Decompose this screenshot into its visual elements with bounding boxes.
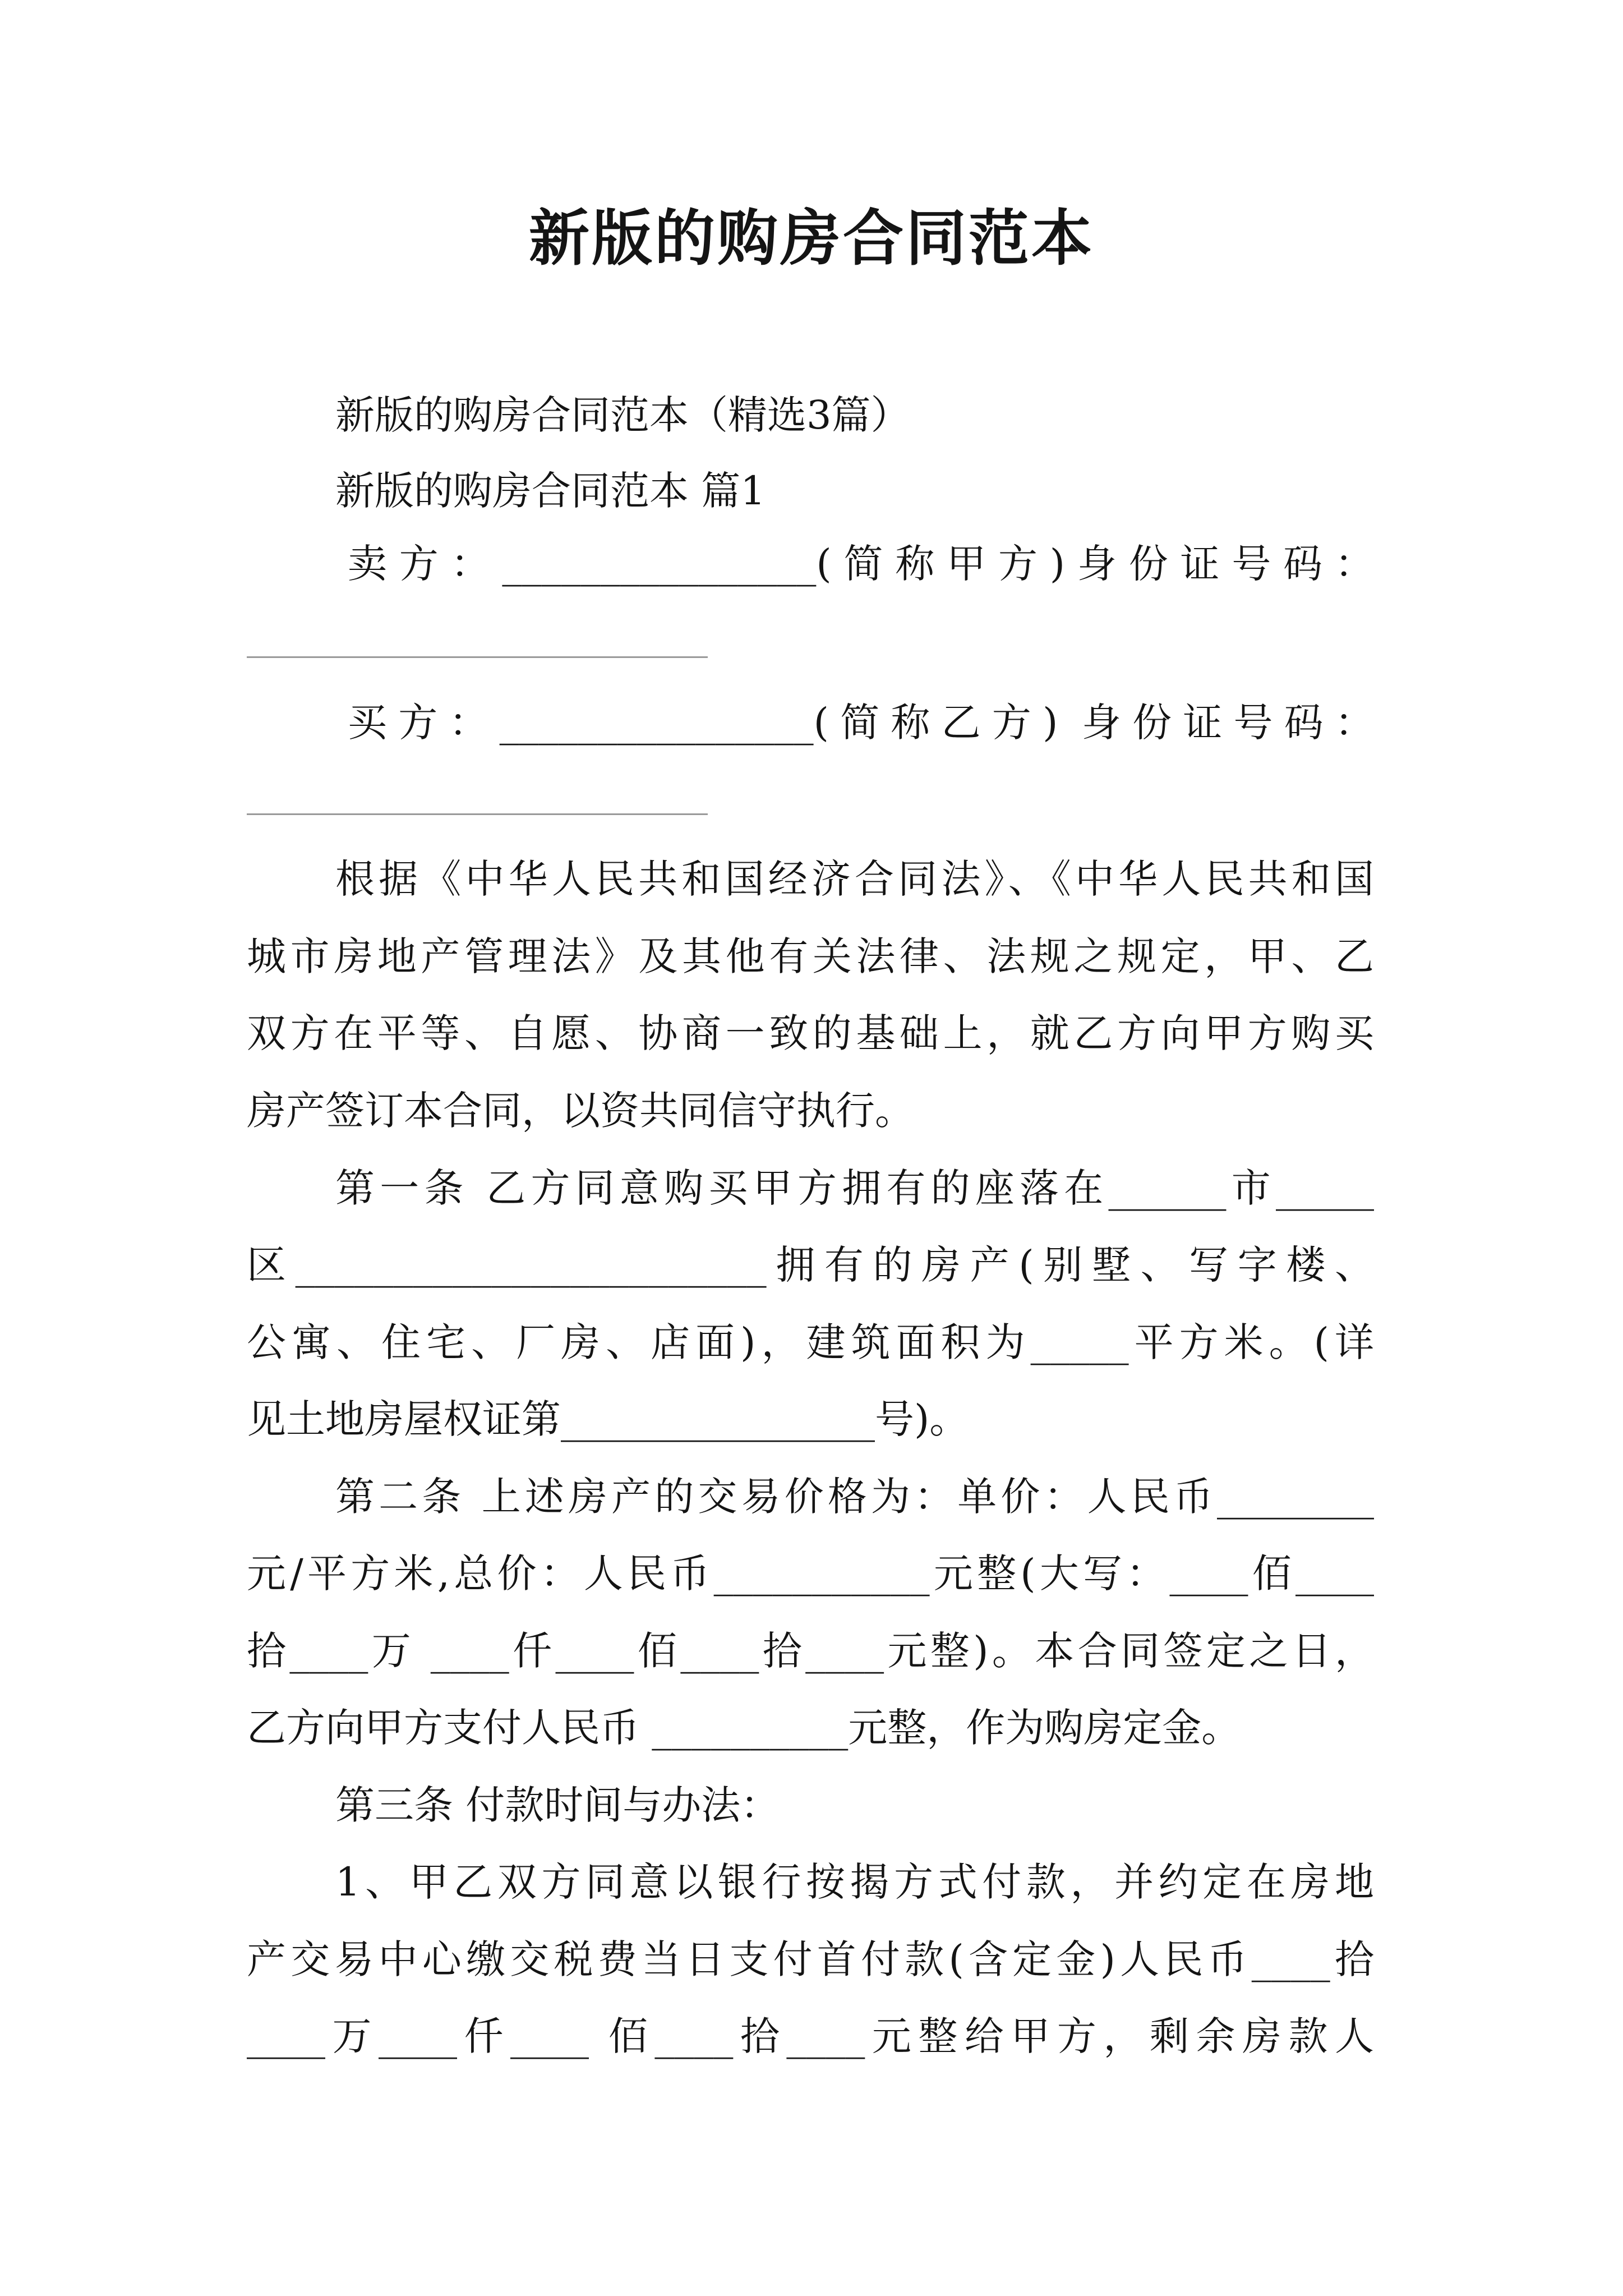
preamble-line-4: 房产签订本合同，以资共同信守执行。	[247, 1088, 914, 1134]
article-2-line-4: 乙方向甲方支付人民币 __________元整，作为购房定金。	[247, 1705, 1241, 1751]
article-1-line-1: 第一条 乙方同意购买甲方拥有的座落在______市_____	[335, 1165, 1374, 1211]
article-1-line-3: 公寓、住宅、厂房、店面)，建筑面积为_____平方米。(详	[247, 1319, 1374, 1365]
preamble-line-1: 根据《中华人民共和国经济合同法》、《中华人民共和国	[335, 856, 1374, 902]
buyer-line: 买方：________________(简称乙方) 身份证号码：	[348, 700, 1374, 746]
article-1-line-2: 区________________________拥有的房产(别墅、写字楼、	[247, 1242, 1374, 1288]
seller-id-blank-rule	[247, 656, 708, 658]
doc-section-heading: 新版的购房合同范本 篇1	[335, 468, 766, 514]
article-3-line-1: 1、甲乙双方同意以银行按揭方式付款，并约定在房地	[335, 1859, 1374, 1905]
doc-subtitle: 新版的购房合同范本（精选3篇）	[335, 392, 910, 438]
preamble-line-2: 城市房地产管理法》及其他有关法律、法规之规定，甲、乙	[247, 933, 1374, 979]
article-3-line-2: 产交易中心缴交税费当日支付首付款(含定金)人民币____拾	[247, 1936, 1374, 1982]
seller-line: 卖方：________________(简称甲方)身份证号码：	[348, 541, 1374, 587]
article-2-line-2: 元/平方米,总价：人民币___________元整(大写：____佰____	[247, 1550, 1374, 1596]
buyer-id-blank-rule	[247, 813, 708, 815]
article-2-line-1: 第二条 上述房产的交易价格为：单价：人民币________	[335, 1474, 1374, 1520]
article-3-heading: 第三条 付款时间与办法：	[335, 1782, 780, 1828]
article-2-line-3: 拾____万 ____仟____佰____拾____元整)。本合同签定之日，	[247, 1628, 1374, 1674]
article-3-line-3: ____万____仟____ 佰____拾____元整给甲方，剩余房款人	[247, 2013, 1374, 2059]
article-1-line-4: 见土地房屋权证第________________号)。	[247, 1396, 969, 1442]
document-title: 新版的购房合同范本	[528, 203, 1094, 274]
preamble-line-3: 双方在平等、自愿、协商一致的基础上，就乙方向甲方购买	[247, 1010, 1374, 1056]
